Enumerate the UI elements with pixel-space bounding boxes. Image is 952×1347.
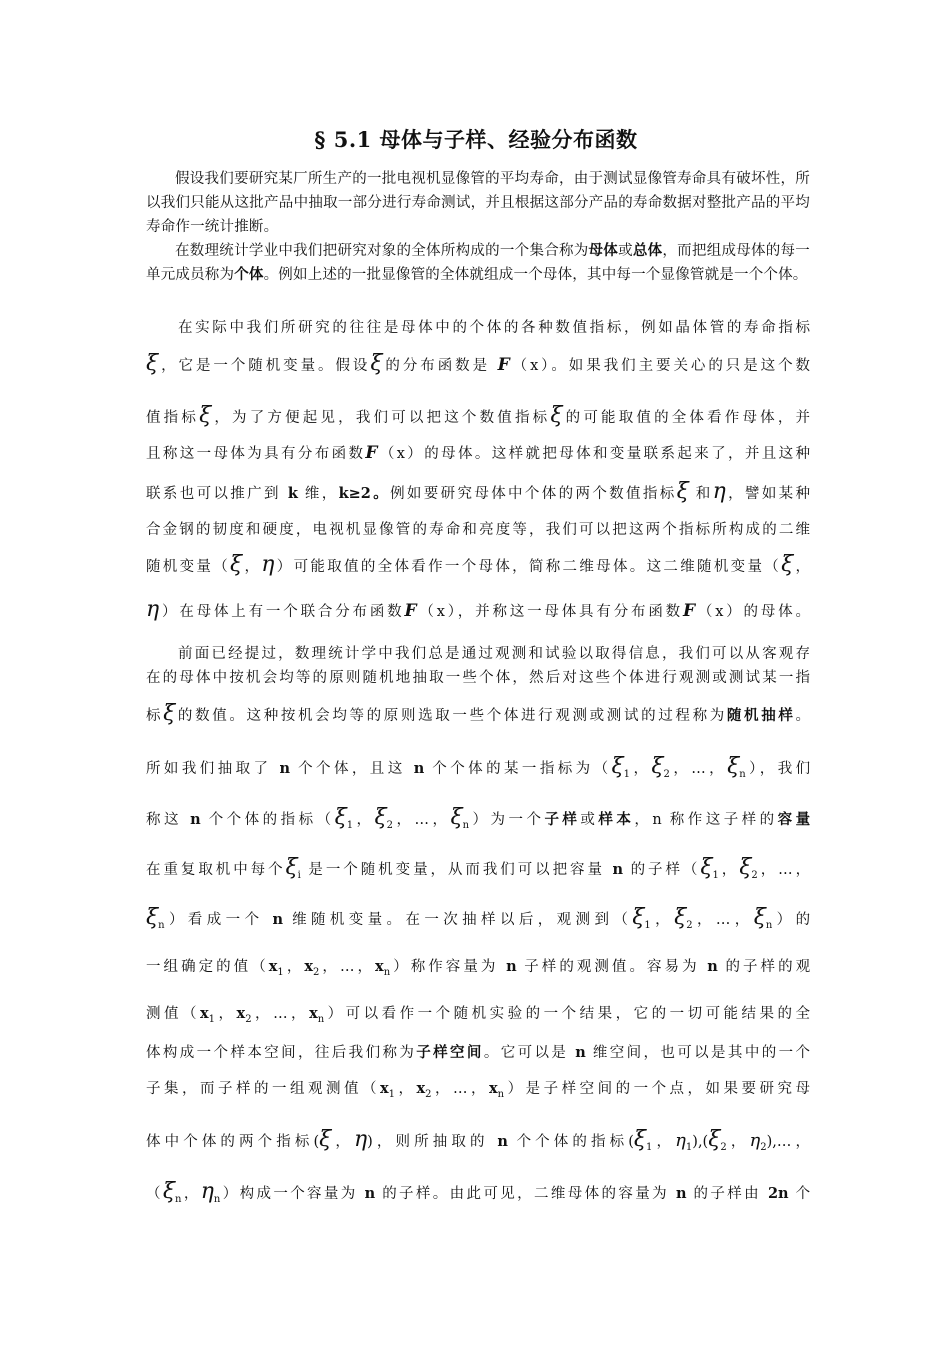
term-population: 母体 (588, 242, 619, 259)
term-sample-space: 子样空间 (416, 1044, 484, 1061)
section-title: § 5.1 母体与子样、经验分布函数 (314, 127, 638, 152)
term-sample: 样本 (598, 811, 635, 828)
term-subsample: 子样 (544, 811, 581, 828)
paragraph-4-line-11: 子集，而子样的一组观测值（$x_1$，$x_2$，…，$x_n$）是子样空间的一个点，如果要研究母 (146, 1080, 811, 1100)
paragraph-3-line-2: ξ，它是一个随机变量。假设ξ的分布函数是 F（x）。如果我们主要关心的只是这个数 (146, 351, 811, 376)
paragraph-4-line-9: 测值（$x_1$，$x_2$，…，$x_n$）可以看作一个随机实验的一个结果，它的一切可能结果的全 (146, 1005, 811, 1025)
paragraph-4-line-13: （$\xi_n$，$\eta_n$）构成一个容量为 n 的子样。由此可见，二维母体的容量为 n 的子样由 2n 个 (146, 1179, 811, 1205)
paragraph-3-line-7: 随机变量（ξ，η）可能取值的全体看作一个母体，简称二维母体。这二维随机变量（ξ， (146, 552, 811, 577)
paragraph-3-line-6: 合金钢的韧度和硬度，电视机显像管的寿命和亮度等，我们可以把这两个指标所构成的二维 (146, 522, 810, 538)
paragraph-4-line-7: $\xi_n$）看成一个 n 维随机变量。在一次抽样以后，观测到（$\xi_1$，$\xi_2$，…，$\xi_n$）的 (146, 905, 811, 931)
paragraph-4-line-6: 在重复取机中每个$\xi_i$ 是一个随机变量，从而我们可以把容量 n 的子样（$\xi_1$，$\xi_2$，…， (146, 855, 811, 881)
paragraph-3-line-8: η）在母体上有一个联合分布函数F（x），并称这一母体具有分布函数F（x）的母体。 (146, 597, 810, 622)
paragraph-3-line-1: 在实际中我们所研究的往往是母体中的个体的各种数值指标，例如晶体管的寿命指标 (178, 320, 810, 336)
paragraph-4-line-10: 体构成一个样本空间，往后我们称为子样空间。它可以是 n 维空间，也可以是其中的一个 (146, 1044, 810, 1061)
term-capacity: 容量 (777, 811, 811, 828)
paragraph-4-line-2: 在的母体中按机会均等的原则随机地抽取一些个体，然后对这些个体进行观测或测试某一指 (146, 670, 810, 686)
term-random-sampling: 随机抽样 (726, 707, 796, 724)
paragraph-4-line-8: 一组确定的值（$x_1$，$x_2$，…，$x_n$）称作容量为 n 子样的观测值。容易为 n 的子样的观 (146, 958, 811, 978)
paragraph-4-line-3: 标ξ的数值。这种按机会均等的原则选取一些个体进行观测或测试的过程称为随机抽样。 (146, 701, 811, 726)
paragraph-3-line-5: 联系也可以推广到 k 维，k≥2。例如要研究母体中个体的两个数值指标ξ 和η，譬如某种 (146, 479, 811, 504)
paragraph-4-line-12: 体中个体的两个指标(ξ，η)，则所抽取的 n 个个体的指标($\xi_1$，$\eta_1),(\xi_2$，$\eta_2),\dots$， (146, 1127, 810, 1153)
paragraph-2: 在数理统计学业中我们把研究对象的全体所构成的一个集合称为母体或总体，而把组成母体的每一单元成员称为个体。例如上述的一批显像管的全体就组成一个母体，其中每一个显像管就是一个个体。 (146, 242, 811, 283)
term-totality: 总体 (632, 242, 663, 259)
paragraph-4-line-1: 前面已经提过，数理统计学中我们总是通过观测和试验以取得信息，我们可以从客观存 (178, 646, 810, 662)
term-individual: 个体 (234, 266, 264, 283)
paragraph-1: 假设我们要研究某厂所生产的一批电视机显像管的平均寿命，由于测试显像管寿命具有破坏性，所以我们只能从这批产品中抽取一部分进行寿命测试，并且根据这部分产品的寿命数据对整批产品的平均寿命作一统计推断。 (146, 171, 810, 235)
paragraph-3-line-4: 且称这一母体为具有分布函数F（x）的母体。这样就把母体和变量联系起来了，并且这种 (146, 443, 810, 463)
paragraph-3-line-3: 值指标ξ，为了方便起见，我们可以把这个数值指标ξ的可能取值的全体看作母体，并 (146, 403, 811, 428)
paragraph-4-line-4: 所如我们抽取了 n 个个体，且这 n 个个体的某一指标为（$\xi_1$，$\xi_2$，…，$\xi_n$），我们 (146, 754, 811, 780)
paragraph-4-line-5: 称这 n 个个体的指标（$\xi_1$，$\xi_2$，…，$\xi_n$）为一个子样或样本，n 称作这子样的容量 (146, 805, 811, 831)
